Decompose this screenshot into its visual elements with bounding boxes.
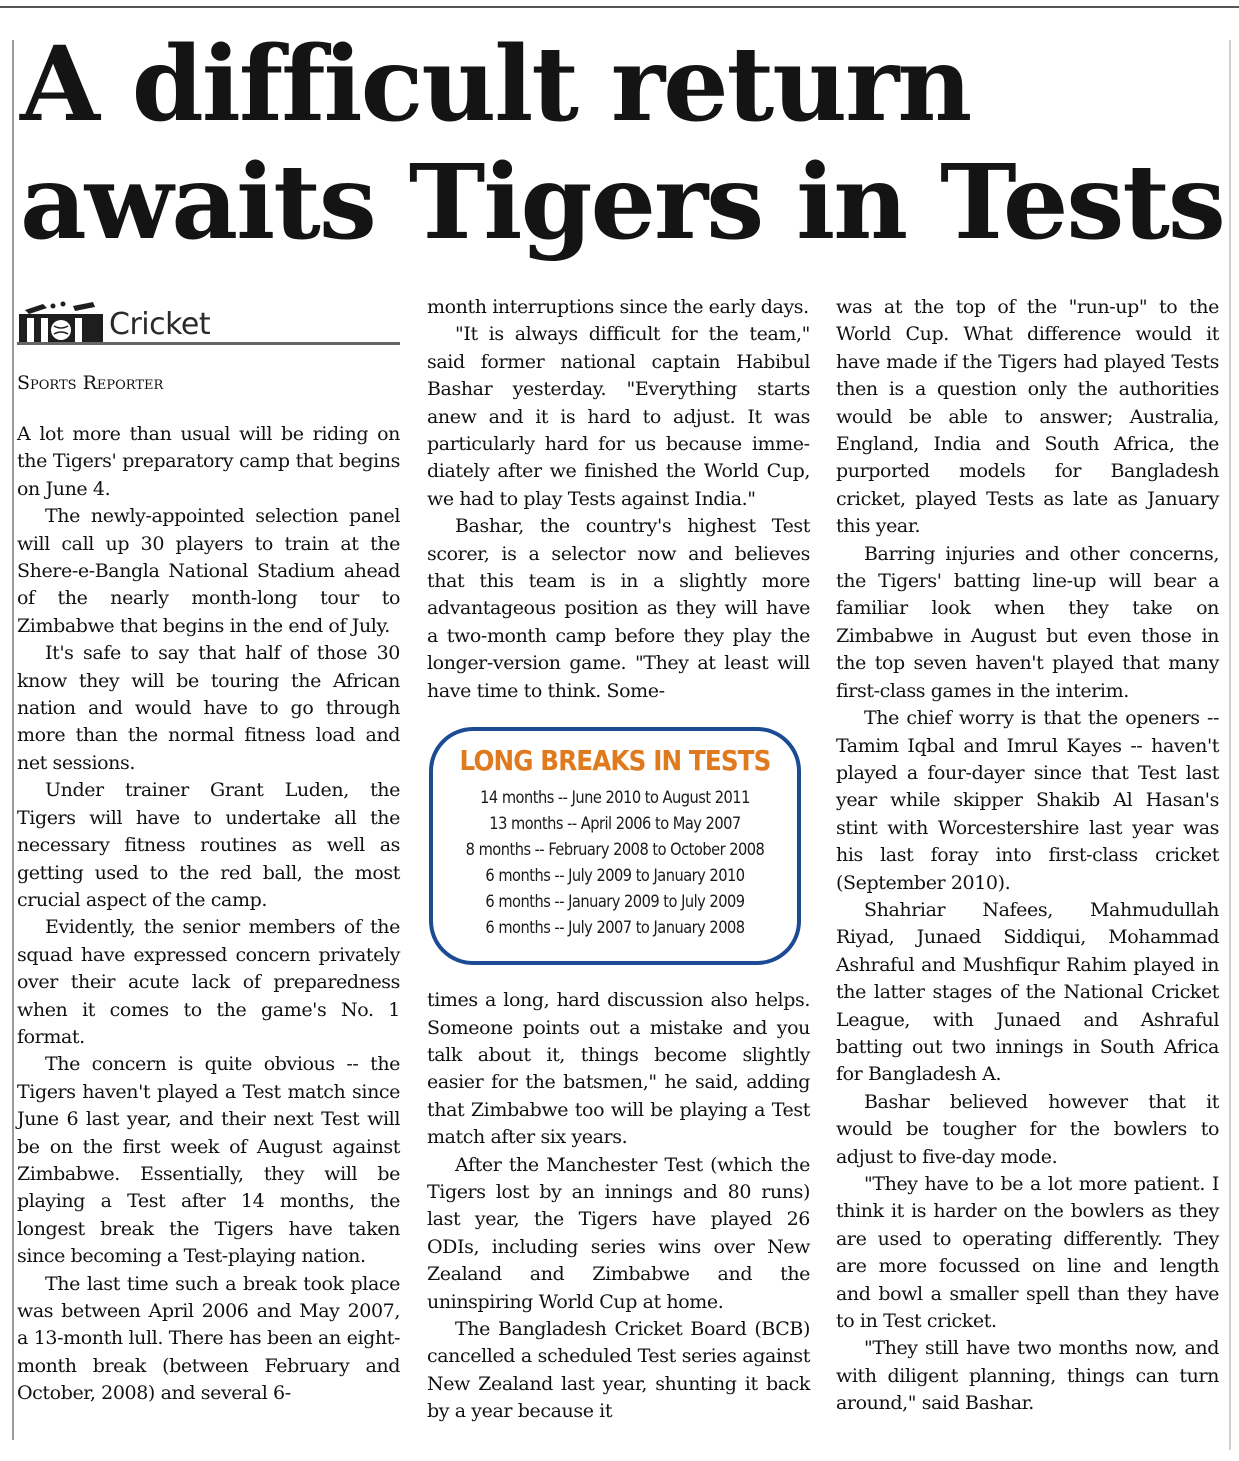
- top-border-rule: [0, 6, 1239, 8]
- article-paragraph: Barring injuries and other concerns, the Tigers' batting line-up will bear a familiar look when they take on Zimbabwe in August but even those in the top seven haven't played that many first-class games in the interim.: [836, 542, 1219, 702]
- article-paragraph: Bashar believed however that it would be tougher for the bowlers to adjust to five-day mode.: [836, 1090, 1219, 1168]
- article-paragraph: Shahriar Nafees, Mahmudullah Riyad, Junaed Siddiqui, Mohammad Ashraful and Mushfiqur Rahim played in the latter stages of the National Cricket League, with Junaed and Ashraful batting out two innings in South Africa for Bangladesh A.: [836, 898, 1219, 1086]
- column-1: [17, 294, 400, 1408]
- section-name: Cricket: [109, 307, 211, 342]
- headline: A difficult return awaits Tigers in Tests: [20, 24, 1224, 263]
- factbox-item: 8 months -- February 2008 to October 2008: [465, 840, 765, 861]
- column-2: [427, 294, 810, 1426]
- article-paragraph: was at the top of the "run-up" to the World Cup. What difference would it have made if the Tigers had played Tests then is a question only the authorities would be able to answer; Australia, England, India and South Africa, the purported models for Bangladesh cricket, played Tests as late as January this year.: [836, 296, 1219, 538]
- article-paragraph: The chief worry is that the openers -- Tamim Iqbal and Imrul Kayes -- haven't played a four-dayer since that Test last year while skipper Shakib Al Hasan's stint with Worcestershire last year was his last foray into first-class cricket (September 2010).: [836, 707, 1219, 894]
- column-3: [836, 294, 1219, 1418]
- section-tag: [17, 294, 400, 342]
- article-paragraph: "They have to be a lot more patient. I think it is harder on the bowlers as they are used to operating differently. They are more focussed on line and length and bowl a smaller spell than they have to in Test cricket.: [836, 1173, 1219, 1333]
- article-paragraph: Under trainer Grant Luden, the Tigers will have to undertake all the necessary fitness routines as well as getting used to the red ball, the most crucial aspect of the camp.: [17, 779, 400, 911]
- left-border-rule: [12, 40, 14, 1440]
- article-paragraph: The newly-appointed selection panel will call up 30 players to train at the Shere-e-Bangla National Stadium ahead of the nearly month-long tour to Zimbabwe that begins in the end of July.: [17, 505, 400, 637]
- article-paragraph: Bashar, the country's highest Test scorer, is a selector now and believes that this team is in a slightly more advantageous position as they will have a two-month camp before they play the longer-version game. "They at least will have time to think. Some-: [427, 515, 810, 702]
- factbox-item: 6 months -- July 2009 to January 2010: [485, 866, 745, 887]
- section-rule: [17, 342, 400, 345]
- article-paragraph: "They still have two months now, and with diligent planning, things can turn around," said Bashar.: [836, 1337, 1219, 1415]
- article-paragraph: times a long, hard discussion also helps. Someone points out a mistake and you talk about it, things become slightly easier for the batsmen," he said, adding that Zimbabwe too will be playing a Test match after six years.: [427, 989, 810, 1149]
- factbox-title: LONG BREAKS IN TESTS: [459, 744, 771, 778]
- article-paragraph: It's safe to say that half of those 30 know they will be touring the African nation and would have to go through more than the normal fitness load and net sessions.: [17, 642, 400, 774]
- article-paragraph: A lot more than usual will be riding on the Tigers' preparatory camp that begins on June 4.: [17, 423, 400, 500]
- column-2-bottom-body: [427, 987, 810, 1426]
- factbox-item: 13 months -- April 2006 to May 2007: [489, 814, 741, 835]
- article-paragraph: month interruptions since the early days.: [427, 296, 809, 318]
- article-paragraph: The concern is quite obvious -- the Tigers haven't played a Test match since June 6 last year, and their next Test will be on the first week of August against Zimbabwe. Essentially, they will be playing a Test after 14 months, the longest break the Tigers have taken since becoming a Test-playing nation.: [17, 1053, 400, 1268]
- article-paragraph: "It is always difficult for the team," said former national captain Habibul Bashar yesterday. "Everything starts anew and it is hard to adjust. It was particularly hard for us because immediately after we finished the World Cup, we had to play Tests against India.": [427, 323, 810, 510]
- column-2-top-body: [427, 294, 810, 705]
- factbox-item: 6 months -- July 2007 to January 2008: [485, 918, 745, 939]
- factbox-item: 14 months -- June 2010 to August 2011: [480, 788, 750, 809]
- column-3-body: [836, 294, 1219, 1418]
- article-paragraph: The Bangladesh Cricket Board (BCB) cancelled a scheduled Test series against New Zealand last year, shunting it back by a year because it: [427, 1317, 810, 1423]
- article-paragraph: The last time such a break took place was between April 2006 and May 2007, a 13-month lull. There has been an eight-month break (between February and October, 2008) and several 6-: [17, 1272, 400, 1405]
- article-paragraph: Evidently, the senior members of the squad have expressed concern privately over their acute lack of preparedness when it comes to the game's No. 1 format.: [17, 916, 400, 1048]
- byline: Sports Reporter: [17, 372, 164, 394]
- factbox-item: 6 months -- January 2009 to July 2009: [485, 892, 745, 913]
- cricket-stumps-logo-icon: [17, 300, 105, 342]
- column-1-body: [17, 421, 400, 1408]
- article-paragraph: After the Manchester Test (which the Tigers lost by an innings and 80 runs) last year, the Tigers have played 26 ODIs, including series wins over New Zealand and Zimbabwe and the uninspiring World Cup at home.: [427, 1153, 810, 1313]
- factbox: [429, 727, 801, 965]
